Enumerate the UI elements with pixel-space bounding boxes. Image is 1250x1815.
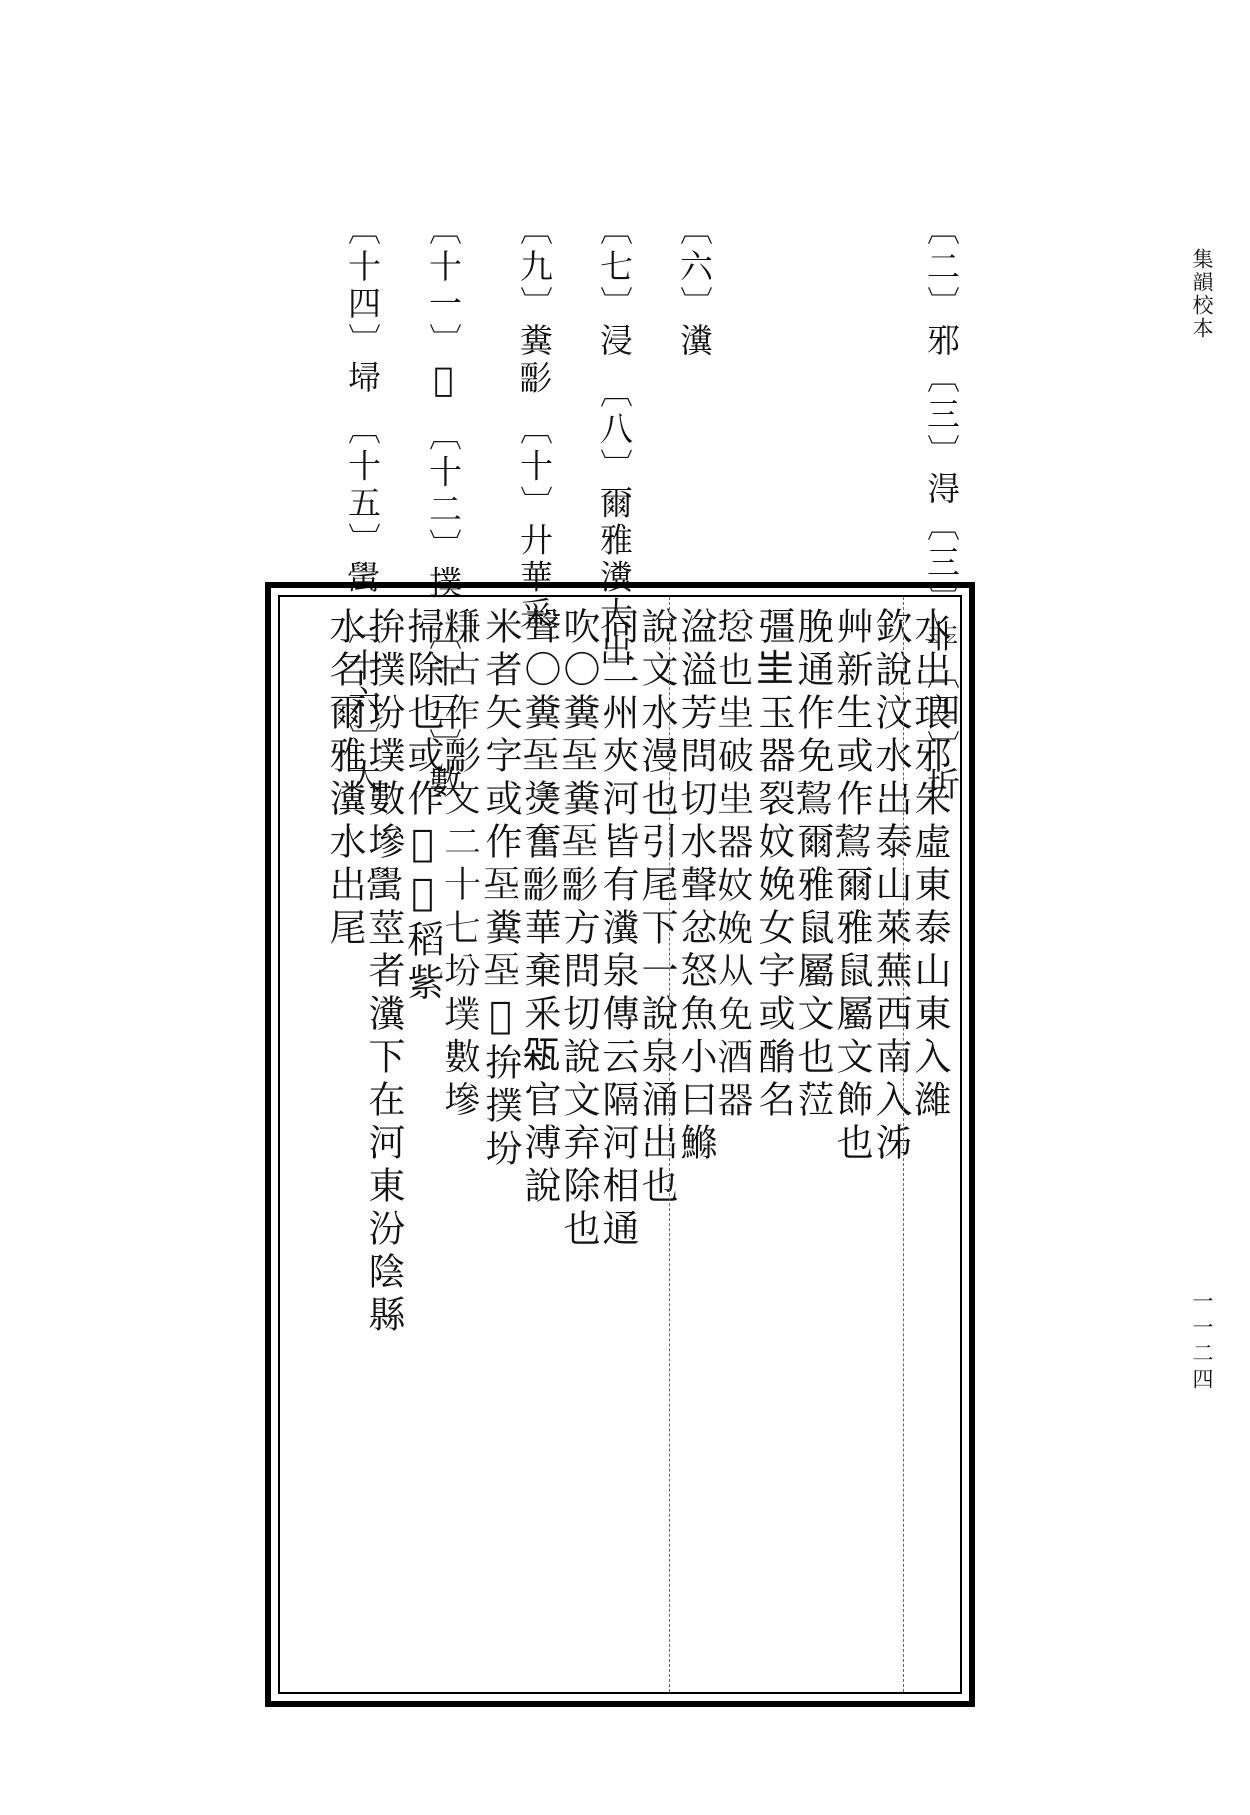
collation-note-column: 〔九〕糞𦓘 〔十〕廾華采: [515, 212, 554, 634]
text-column-line: 說文水漫也引尾下一說泉涌出也: [635, 607, 678, 1209]
text-column-line: 米者矢字或作𡊝糞𡊝𡐈拚撲坋: [479, 607, 522, 1172]
text-column: [672, 607, 717, 1682]
text-column-line: 脕通作免𪁍爾雅鼠屬文也𦲷: [791, 607, 834, 1123]
text-column: [360, 607, 405, 1682]
collation-note-column: 〔十四〕埽 〔十五〕𥝊 〔十六〕大: [343, 212, 382, 796]
text-column: [516, 607, 561, 1682]
text-column-line: 掃除也或作𡐈𥝊稻紫: [401, 607, 444, 1006]
text-column: [906, 607, 951, 1682]
text-column: [477, 607, 522, 1682]
text-column: [711, 607, 756, 1682]
text-column: [828, 607, 873, 1682]
text-column-line: 拚撲坋墣數墋𥝊莖者瀵下在河東汾陰縣: [362, 607, 405, 1338]
collation-note-column: 〔七〕浸 〔八〕爾雅瀵大出: [595, 212, 634, 671]
text-column: [594, 607, 639, 1682]
text-column-line: 吹〇糞𡊝糞𡊝𦓘方問切說文弃除也: [557, 607, 600, 1252]
collation-note-column: 〔十一〕𡐈 〔十二〕撲 〔十三〕數: [424, 212, 463, 802]
text-column: [750, 607, 795, 1682]
text-column: [438, 607, 483, 1682]
column-divider: [903, 597, 904, 1692]
collation-note-column: 〔二〕邪〔三〕淂〔三〕𩇧〔四〕圻: [922, 212, 961, 804]
text-column-line: 𢚅也𡉚破𡉚器妏娩从免酒器: [713, 607, 756, 1123]
running-header: 集韻校本: [1190, 248, 1214, 340]
text-column-line: 欽說汶水出泰山萊蕪西南入泲: [869, 607, 912, 1166]
woodblock-page-frame: [265, 582, 975, 1707]
inner-border: [278, 595, 962, 1694]
text-column: [399, 607, 444, 1682]
text-column: [789, 607, 834, 1682]
text-column-line: 水名爾雅瀵水出尾: [323, 607, 366, 951]
text-column-line: 彊𡉚玉器裂妏娩女字或酳名: [752, 607, 795, 1123]
text-column-line: 同二州夾河皆有瀵泉傳云隔河相通: [596, 607, 639, 1252]
text-column-line: 𥻧古作𦓘文二十七坋墣數墋: [440, 607, 483, 1123]
text-column-line: 聲〇糞𡊝㷭奮𦓘華棄釆𤬾官溥說: [518, 607, 561, 1209]
text-column-line: 水出琅邪朱虛東泰山東入濰: [908, 607, 951, 1123]
page-number: 一一二四: [1190, 1290, 1214, 1394]
text-column: [321, 607, 366, 1682]
collation-note-column: 〔六〕瀵: [675, 212, 714, 360]
column-divider: [669, 597, 670, 1692]
text-column-line: 湓溢芳問切水聲忿怒魚小曰鰷: [674, 607, 717, 1166]
text-column-line: 艸新生或作𪁍爾雅鼠屬文飾也: [830, 607, 873, 1166]
text-column: [555, 607, 600, 1682]
